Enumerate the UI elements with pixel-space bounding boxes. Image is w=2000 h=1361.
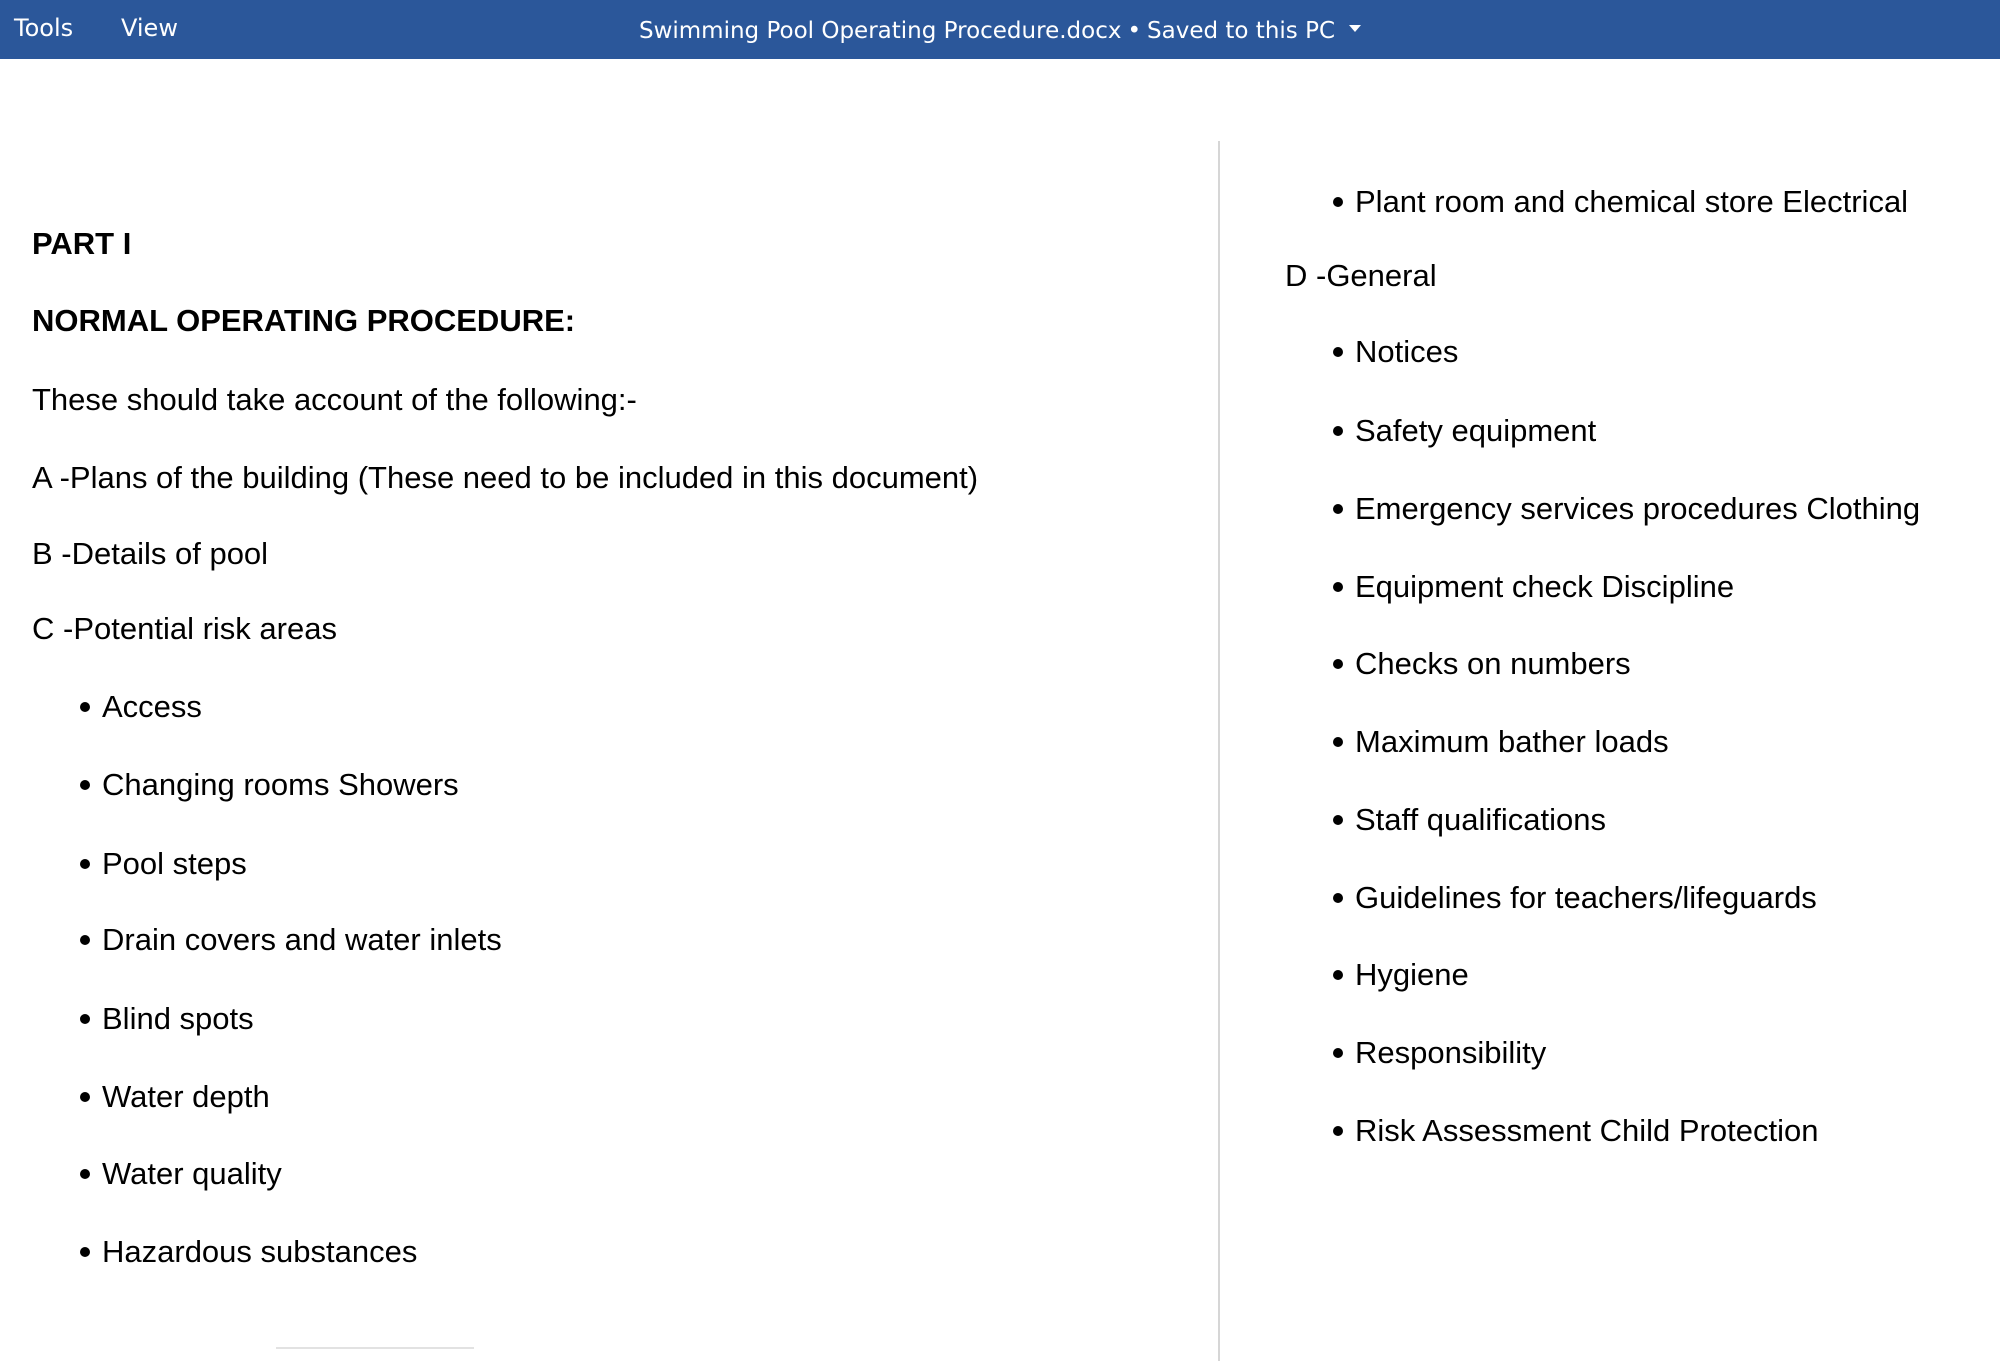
list-item: Responsibility — [1333, 1033, 1546, 1073]
bullet-icon — [80, 859, 90, 869]
menu-tools[interactable]: Tools — [14, 14, 74, 42]
list-item: Blind spots — [80, 999, 254, 1039]
list-item: Water quality — [80, 1154, 282, 1194]
list-item: Water depth — [80, 1077, 270, 1117]
bullet-icon — [1333, 504, 1343, 514]
list-item: Safety equipment — [1333, 411, 1596, 451]
page-edge-mark — [276, 1347, 474, 1349]
section-c: C -Potential risk areas — [32, 611, 337, 646]
bullet-icon — [80, 935, 90, 945]
save-status: Saved to this PC — [1147, 18, 1336, 44]
list-item: Notices — [1333, 332, 1458, 372]
section-b: B -Details of pool — [32, 536, 269, 571]
bullet-icon — [1333, 347, 1343, 357]
list-item: Drain covers and water inlets — [80, 920, 502, 960]
intro-text: These should take account of the following:- — [32, 382, 637, 417]
title-bar — [0, 0, 2000, 59]
bullet-icon — [1333, 659, 1343, 669]
bullet-icon — [1333, 737, 1343, 747]
bullet-icon — [80, 702, 90, 712]
list-item: Hazardous substances — [80, 1232, 417, 1272]
document-title[interactable] — [0, 16, 2000, 46]
list-item: Maximum bather loads — [1333, 722, 1669, 762]
bullet-icon — [1333, 197, 1343, 207]
section-d: D -General — [1285, 258, 1437, 293]
section-heading: NORMAL OPERATING PROCEDURE: — [32, 303, 576, 338]
bullet-icon — [1333, 1126, 1343, 1136]
bullet-icon — [1333, 582, 1343, 592]
document-name: Swimming Pool Operating Procedure.docx — [638, 18, 1122, 44]
page-divider — [1218, 141, 1220, 1361]
list-item: Equipment check Discipline — [1333, 567, 1734, 607]
bullet-icon — [80, 1247, 90, 1257]
bullet-icon — [1333, 970, 1343, 980]
list-item: Guidelines for teachers/lifeguards — [1333, 878, 1817, 918]
list-item: Checks on numbers — [1333, 644, 1631, 684]
list-item: Risk Assessment Child Protection — [1333, 1111, 1818, 1151]
bullet-icon — [1333, 1048, 1343, 1058]
list-item: Changing rooms Showers — [80, 765, 459, 805]
list-item: Pool steps — [80, 844, 247, 884]
bullet-icon — [80, 1092, 90, 1102]
document-page[interactable] — [0, 59, 2000, 1350]
list-item: Staff qualifications — [1333, 800, 1606, 840]
menu-view[interactable]: View — [121, 14, 178, 42]
list-item: Hygiene — [1333, 955, 1469, 995]
bullet-icon — [1333, 815, 1343, 825]
bullet-icon — [80, 1169, 90, 1179]
list-item: Emergency services procedures Clothing — [1333, 489, 1920, 529]
bullet-icon — [1333, 893, 1343, 903]
section-a: A -Plans of the building (These need to be included in this document) — [32, 460, 979, 495]
list-item: Plant room and chemical store Electrical — [1333, 182, 1908, 222]
bullet-icon — [1333, 426, 1343, 436]
part-title: PART I — [32, 226, 132, 261]
title-separator: • — [1127, 18, 1142, 44]
bullet-icon — [80, 780, 90, 790]
list-item: Access — [80, 687, 202, 727]
chevron-down-icon[interactable] — [1349, 25, 1361, 32]
bullet-icon — [80, 1014, 90, 1024]
